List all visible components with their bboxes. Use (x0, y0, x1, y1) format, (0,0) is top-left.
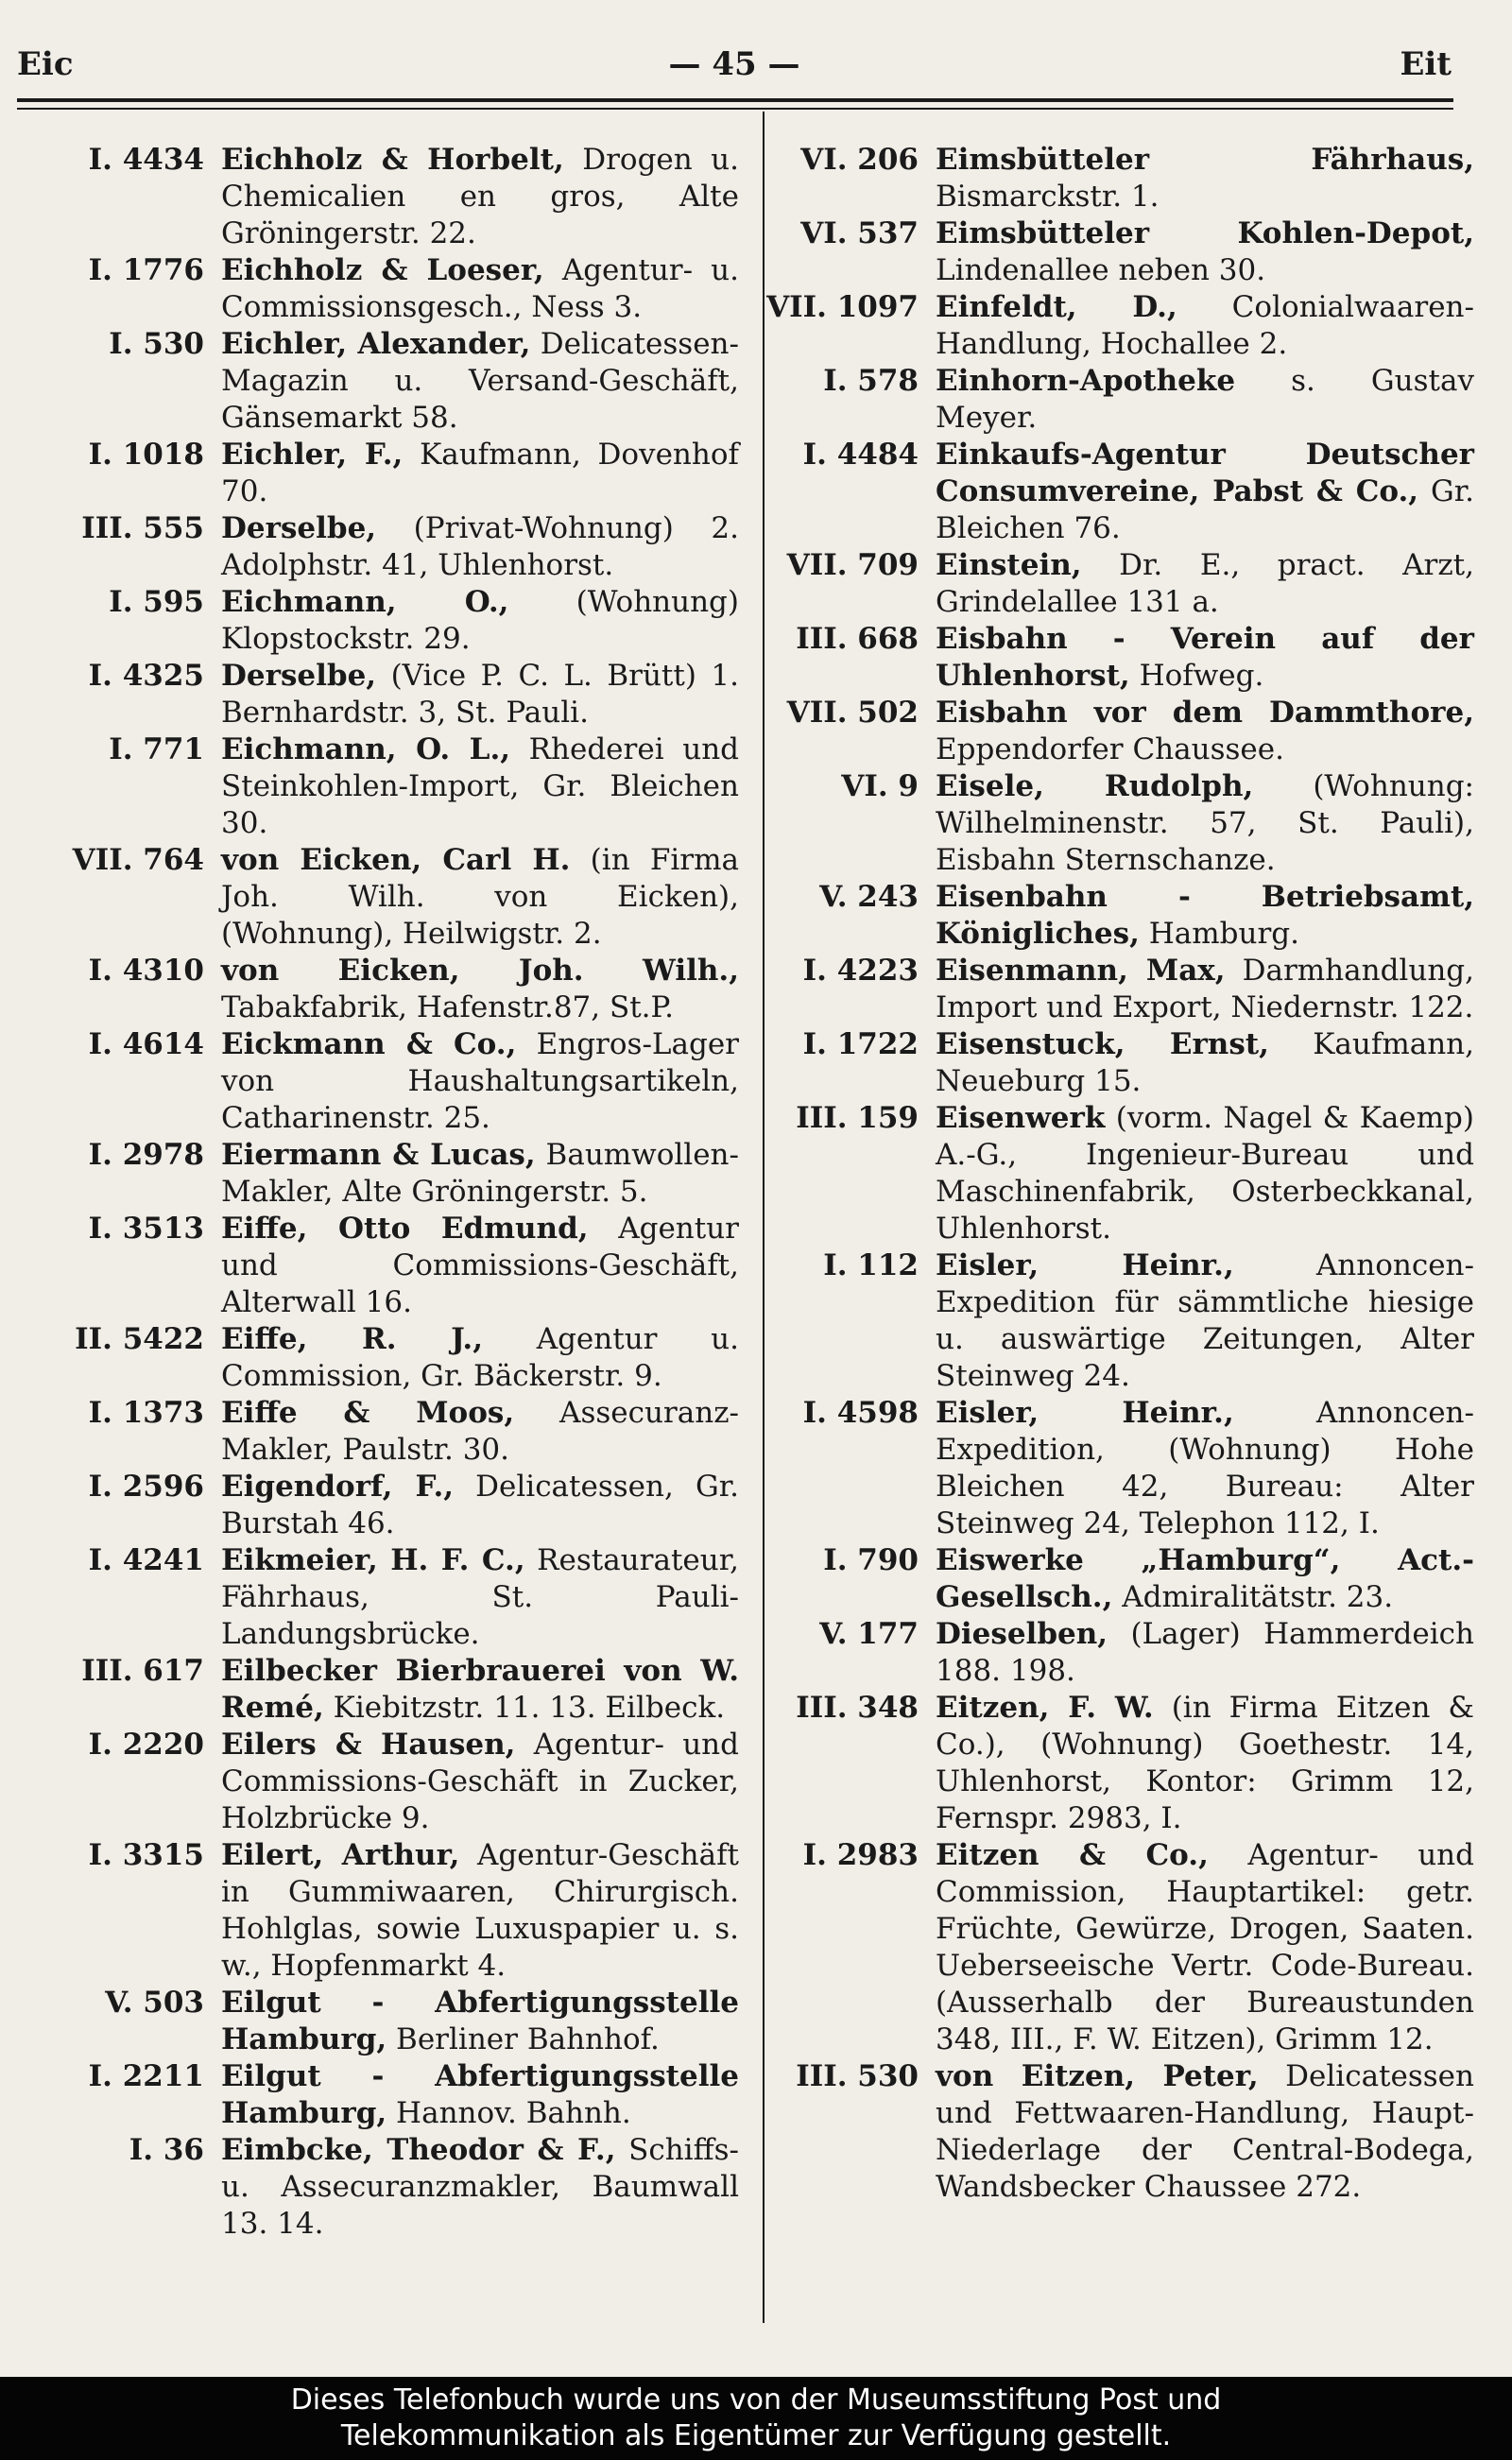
entry-text (221, 1321, 739, 1395)
subscriber-details: (in Firma Eitzen & Co.), (Wohnung) Goethestr. 14, Uhlenhorst, Kontor: Grimm 12, Fernspr. 2983, I. (936, 1691, 1474, 1835)
phone-number: II. 5422 (75, 1322, 204, 1356)
subscriber-details: Restaurateur, Fährhaus, St. Pauli-Landungsbrücke. (221, 1543, 739, 1651)
phone-number: V. 503 (105, 1986, 204, 2020)
subscriber-name: Eilert, Arthur, (221, 1838, 460, 1872)
directory-entry (21, 1727, 739, 1837)
subscriber-details: Lindenallee neben 30. (936, 253, 1266, 287)
subscriber-name: Eitzen & Co., (936, 1838, 1209, 1872)
phone-number: III. 348 (796, 1691, 919, 1725)
subscriber-name: Eilgut - Abfertigungsstelle Hamburg, (221, 2059, 739, 2130)
phone-number: I. 2983 (802, 1838, 919, 1872)
subscriber-name: Eisenstuck, Ernst, (936, 1027, 1269, 1061)
subscriber-details: (Vice P. C. L. Brütt) 1. Bernhardstr. 3, St. Pauli. (221, 659, 739, 730)
entry-text (936, 1542, 1474, 1616)
phone-number: I. 578 (823, 364, 919, 398)
entry-text (221, 252, 739, 326)
subscriber-name: Einstein, (936, 548, 1082, 582)
subscriber-name: Eisele, Rudolph, (936, 769, 1254, 803)
phone-number: I. 4598 (802, 1396, 919, 1430)
subscriber-details: Hamburg. (1139, 917, 1299, 951)
footer-line-2: Telekommunikation als Eigentümer zur Verfügung gestellt. (340, 2419, 1172, 2452)
subscriber-details: Darmhandlung, Import und Export, Niedernstr. 122. (936, 954, 1474, 1024)
directory-entry (21, 1542, 739, 1653)
subscriber-details: Hofweg. (1129, 659, 1264, 693)
subscriber-name: Eisenmann, Max, (936, 954, 1226, 988)
directory-entry (747, 1837, 1474, 2058)
directory-entry (747, 363, 1474, 437)
phone-number: I. 530 (109, 327, 204, 361)
subscriber-details: (Privat-Wohnung) 2. Adolphstr. 41, Uhlenhorst. (221, 511, 739, 582)
phone-number: I. 1373 (88, 1396, 204, 1430)
directory-entry (21, 1837, 739, 1985)
subscriber-details: Kaufmann, Dovenhof 70. (221, 438, 739, 508)
directory-entry (21, 1985, 739, 2058)
subscriber-name: Eichler, Alexander, (221, 327, 531, 361)
phone-number: I. 1722 (802, 1027, 919, 1061)
directory-entry (747, 437, 1474, 547)
phone-number: I. 2596 (88, 1470, 204, 1504)
subscriber-name: Derselbe, (221, 511, 377, 545)
entry-text (936, 547, 1474, 621)
entry-text (221, 1837, 739, 1985)
phone-number: I. 3513 (88, 1212, 204, 1246)
directory-entry (747, 1690, 1474, 1837)
subscriber-name: von Eicken, Joh. Wilh., (221, 954, 739, 988)
entry-text (221, 1211, 739, 1321)
entry-text (936, 1026, 1474, 1100)
subscriber-details: Tabakfabrik, Hafenstr.87, St.P. (221, 990, 674, 1024)
subscriber-details: Delicatessen-Magazin u. Versand-Geschäft, Gänsemarkt 58. (221, 327, 739, 435)
subscriber-details: Gr. Bleichen 76. (936, 474, 1474, 545)
directory-entry (21, 658, 739, 731)
phone-number: III. 617 (81, 1654, 204, 1688)
subscriber-details: Rhederei und Steinkohlen-Import, Gr. Bleichen 30. (221, 732, 739, 840)
subscriber-details: Agentur-Geschäft in Gummiwaaren, Chirurgisch. Hohlglas, sowie Luxuspapier u. s. w., Hopfenmarkt 4. (221, 1838, 740, 1983)
directory-entry (21, 510, 739, 584)
subscriber-name: Eisler, Heinr., (936, 1396, 1234, 1430)
subscriber-name: Eitzen, F. W. (936, 1691, 1154, 1725)
entry-text (221, 584, 739, 658)
entry-text (221, 326, 739, 437)
subscriber-name: von Eitzen, Peter, (936, 2059, 1259, 2093)
phone-number: I. 4434 (88, 143, 204, 177)
entry-text (221, 437, 739, 510)
entry-text (936, 1100, 1474, 1247)
entry-text (936, 1395, 1474, 1542)
phone-number: I. 4241 (88, 1543, 204, 1577)
phone-number: I. 112 (823, 1248, 919, 1282)
subscriber-details: Admiralitätstr. 23. (1112, 1580, 1394, 1614)
subscriber-name: Derselbe, (221, 659, 377, 693)
phone-number: I. 1776 (88, 253, 204, 287)
subscriber-details: s. Gustav Meyer. (936, 364, 1474, 435)
subscriber-name: Eichmann, O., (221, 585, 509, 619)
phone-number: I. 2978 (88, 1138, 204, 1172)
subscriber-details: (in Firma Joh. Wilh. von Eicken), (Wohnung), Heilwigstr. 2. (221, 843, 739, 951)
entry-text (221, 1985, 739, 2058)
directory-entry (747, 215, 1474, 289)
phone-number: V. 177 (819, 1617, 919, 1651)
directory-entry (21, 1026, 739, 1137)
entry-text (936, 621, 1474, 695)
directory-entry (747, 953, 1474, 1026)
directory-entry (747, 621, 1474, 695)
phone-number: I. 4223 (802, 954, 919, 988)
subscriber-details: Dr. E., pract. Arzt, Grindelallee 131 a. (936, 548, 1474, 619)
directory-entry (747, 289, 1474, 363)
subscriber-details: (vorm. Nagel & Kaemp) A.-G., Ingenieur-Bureau und Maschinenfabrik, Osterbeckkanal, Uhlenhorst. (936, 1101, 1474, 1246)
directory-entry (747, 2058, 1474, 2206)
entry-text (936, 695, 1474, 768)
directory-entry (747, 695, 1474, 768)
header-left-guide-word: Eic (17, 45, 74, 83)
directory-entry (21, 142, 739, 252)
subscriber-details: Drogen u. Chemicalien en gros, Alte Gröningerstr. 22. (221, 143, 739, 250)
directory-entry (21, 1469, 739, 1542)
subscriber-details: Engros-Lager von Haushaltungsartikeln, Catharinenstr. 25. (221, 1027, 739, 1135)
directory-entry (747, 1395, 1474, 1542)
page-header (17, 45, 1452, 93)
subscriber-name: Eiffe, Otto Edmund, (221, 1212, 589, 1246)
subscriber-details: Annoncen-Expedition, (Wohnung) Hohe Bleichen 42, Bureau: Alter Steinweg 24, Telephon 112, I. (936, 1396, 1474, 1540)
entry-text (221, 1469, 739, 1542)
directory-entry (21, 437, 739, 510)
subscriber-name: Eichler, F., (221, 438, 404, 472)
subscriber-details: Colonialwaaren-Handlung, Hochallee 2. (936, 290, 1474, 361)
phone-number: I. 595 (109, 585, 204, 619)
directory-entry (747, 1026, 1474, 1100)
subscriber-name: Eikmeier, H. F. C., (221, 1543, 525, 1577)
subscriber-name: Eisbahn - Verein auf der Uhlenhorst, (936, 622, 1474, 693)
entry-text (221, 510, 739, 584)
directory-entry (747, 879, 1474, 953)
subscriber-details: Delicatessen und Fettwaaren-Handlung, Haupt-Niederlage der Central-Bodega, Wandsbecker Chaussee 272. (936, 2059, 1474, 2204)
subscriber-name: Eisler, Heinr., (936, 1248, 1234, 1282)
entry-text (221, 842, 739, 953)
entry-text (936, 2058, 1474, 2206)
entry-text (221, 953, 739, 1026)
entry-text (936, 437, 1474, 547)
subscriber-details: Agentur u. Commission, Gr. Bäckerstr. 9. (221, 1322, 739, 1393)
subscriber-name: Eichholz & Loeser, (221, 253, 544, 287)
subscriber-details: Agentur und Commissions-Geschäft, Alterwall 16. (221, 1212, 739, 1319)
header-right-guide-word: Eit (1400, 45, 1452, 83)
entry-text (221, 1727, 739, 1837)
directory-entry (747, 1247, 1474, 1395)
directory-entry (21, 326, 739, 437)
entry-text (936, 363, 1474, 437)
subscriber-details: Assecuranz-Makler, Paulstr. 30. (221, 1396, 740, 1467)
phone-number: VII. 764 (72, 843, 204, 877)
subscriber-details: Bismarckstr. 1. (936, 180, 1160, 214)
header-rule-thick (17, 98, 1453, 102)
right-column (747, 142, 1474, 2206)
phone-number: I. 36 (129, 2133, 204, 2167)
phone-number: VI. 9 (841, 769, 919, 803)
entry-text (936, 289, 1474, 363)
phone-number: VII. 502 (786, 696, 919, 730)
phone-number: I. 4484 (802, 438, 919, 472)
phone-number: III. 668 (796, 622, 919, 656)
entry-text (221, 1137, 739, 1211)
subscriber-details: Kaufmann, Neueburg 15. (936, 1027, 1474, 1098)
phone-number: I. 771 (109, 732, 204, 766)
entry-text (936, 1616, 1474, 1690)
subscriber-details: Hannov. Bahnh. (387, 2096, 631, 2130)
entry-text (936, 142, 1474, 215)
directory-entry (21, 842, 739, 953)
subscriber-name: Eilers & Hausen, (221, 1728, 516, 1762)
subscriber-name: Eigendorf, F., (221, 1470, 455, 1504)
entry-text (936, 953, 1474, 1026)
entry-text (221, 731, 739, 842)
phone-number: VII. 709 (786, 548, 919, 582)
phone-number: VII. 1097 (766, 290, 919, 324)
subscriber-name: Eilgut - Abfertigungsstelle Hamburg, (221, 1986, 739, 2056)
subscriber-name: Eiermann & Lucas, (221, 1138, 536, 1172)
phone-number: I. 2220 (88, 1728, 204, 1762)
entry-text (221, 1542, 739, 1653)
subscriber-details: (Wohnung: Wilhelminenstr. 57, St. Pauli), Eisbahn Sternschanze. (936, 769, 1474, 877)
directory-entry (747, 768, 1474, 879)
entry-text (221, 142, 739, 252)
subscriber-name: Eichholz & Horbelt, (221, 143, 564, 177)
subscriber-details: Baumwollen-Makler, Alte Gröningerstr. 5. (221, 1138, 739, 1209)
directory-entry (21, 953, 739, 1026)
entry-text (936, 768, 1474, 879)
subscriber-details: Delicatessen, Gr. Burstah 46. (221, 1470, 739, 1540)
header-rule-thin (17, 108, 1453, 110)
subscriber-name: Dieselben, (936, 1617, 1108, 1651)
subscriber-name: Eimsbütteler Fährhaus, (936, 143, 1474, 177)
footer-banner (0, 2377, 1512, 2460)
phone-number: III. 530 (796, 2059, 919, 2093)
subscriber-name: von Eicken, Carl H. (221, 843, 571, 877)
directory-entry (21, 1653, 739, 1727)
entry-text (221, 2132, 739, 2243)
directory-entry (747, 1616, 1474, 1690)
subscriber-name: Eimsbütteler Kohlen-Depot, (936, 216, 1474, 250)
entry-text (221, 2058, 739, 2132)
phone-number: VI. 206 (800, 143, 919, 177)
directory-entry (21, 1395, 739, 1469)
entry-text (221, 1026, 739, 1137)
entry-text (221, 1653, 739, 1727)
phone-number: I. 4325 (88, 659, 204, 693)
phone-number: I. 4614 (88, 1027, 204, 1061)
directory-entry (747, 547, 1474, 621)
subscriber-details: Eppendorfer Chaussee. (936, 732, 1284, 766)
footer-line-1: Dieses Telefonbuch wurde uns von der Museumsstiftung Post und (290, 2383, 1222, 2417)
entry-text (936, 1247, 1474, 1395)
subscriber-details: Berliner Bahnhof. (387, 2022, 660, 2056)
subscriber-name: Einkaufs-Agentur Deutscher Consumvereine, Pabst & Co., (936, 438, 1474, 508)
subscriber-name: Eickmann & Co., (221, 1027, 517, 1061)
subscriber-name: Eiffe, R. J., (221, 1322, 484, 1356)
subscriber-name: Eimbcke, Theodor & F., (221, 2133, 616, 2167)
subscriber-details: Kiebitzstr. 11. 13. Eilbeck. (323, 1691, 726, 1725)
phone-number: VI. 537 (800, 216, 919, 250)
directory-entry (21, 584, 739, 658)
directory-entry (21, 1211, 739, 1321)
directory-entry (747, 1100, 1474, 1247)
directory-entry (21, 2132, 739, 2243)
subscriber-details: Agentur- und Commissions-Geschäft in Zucker, Holzbrücke 9. (221, 1728, 739, 1835)
phone-number: III. 555 (81, 511, 204, 545)
phone-number: V. 243 (819, 880, 919, 914)
entry-text (936, 879, 1474, 953)
entry-text (936, 1690, 1474, 1837)
subscriber-name: Eisenbahn - Betriebsamt, Königliches, (936, 880, 1474, 951)
subscriber-name: Eilbecker Bierbrauerei von W. Remé, (221, 1654, 739, 1725)
page-number: — 45 — (668, 45, 800, 83)
directory-entry (747, 1542, 1474, 1616)
entry-text (936, 215, 1474, 289)
left-column (21, 142, 739, 2243)
subscriber-name: Eisenwerk (936, 1101, 1106, 1135)
directory-entry (21, 252, 739, 326)
entry-text (221, 658, 739, 731)
subscriber-name: Einfeldt, D., (936, 290, 1177, 324)
directory-entry (21, 2058, 739, 2132)
subscriber-details: Annoncen-Expedition für sämmtliche hiesige u. auswärtige Zeitungen, Alter Steinweg 24. (936, 1248, 1474, 1393)
directory-entry (21, 1137, 739, 1211)
entry-text (936, 1837, 1474, 2058)
subscriber-details: (Lager) Hammerdeich 188. 198. (936, 1617, 1474, 1688)
subscriber-name: Eisbahn vor dem Dammthore, (936, 696, 1474, 730)
phone-number: III. 159 (796, 1101, 919, 1135)
subscriber-name: Einhorn-Apotheke (936, 364, 1236, 398)
phone-number: I. 1018 (88, 438, 204, 472)
phone-number: I. 2211 (88, 2059, 204, 2093)
phone-number: I. 4310 (88, 954, 204, 988)
phone-number: I. 3315 (88, 1838, 204, 1872)
entry-text (221, 1395, 739, 1469)
subscriber-details: Agentur- und Commission, Hauptartikel: getr. Früchte, Gewürze, Drogen, Saaten. Ueberseeische Vertr. Code-Bureau. (Ausserhalb der Bureaustunden 348, III., F. W. Eitzen), Grimm 12. (936, 1838, 1474, 2056)
subscriber-name: Eiswerke „Hamburg“, Act.-Gesellsch., (936, 1543, 1474, 1614)
subscriber-details: Agentur- u. Commissionsgesch., Ness 3. (221, 253, 739, 324)
directory-entry (21, 1321, 739, 1395)
phone-number: I. 790 (823, 1543, 919, 1577)
directory-entry (21, 731, 739, 842)
subscriber-name: Eichmann, O. L., (221, 732, 511, 766)
subscriber-details: Schiffs- u. Assecuranzmakler, Baumwall 13. 14. (221, 2133, 739, 2241)
subscriber-details: (Wohnung) Klopstockstr. 29. (221, 585, 739, 656)
directory-entry (747, 142, 1474, 215)
subscriber-name: Eiffe & Moos, (221, 1396, 515, 1430)
